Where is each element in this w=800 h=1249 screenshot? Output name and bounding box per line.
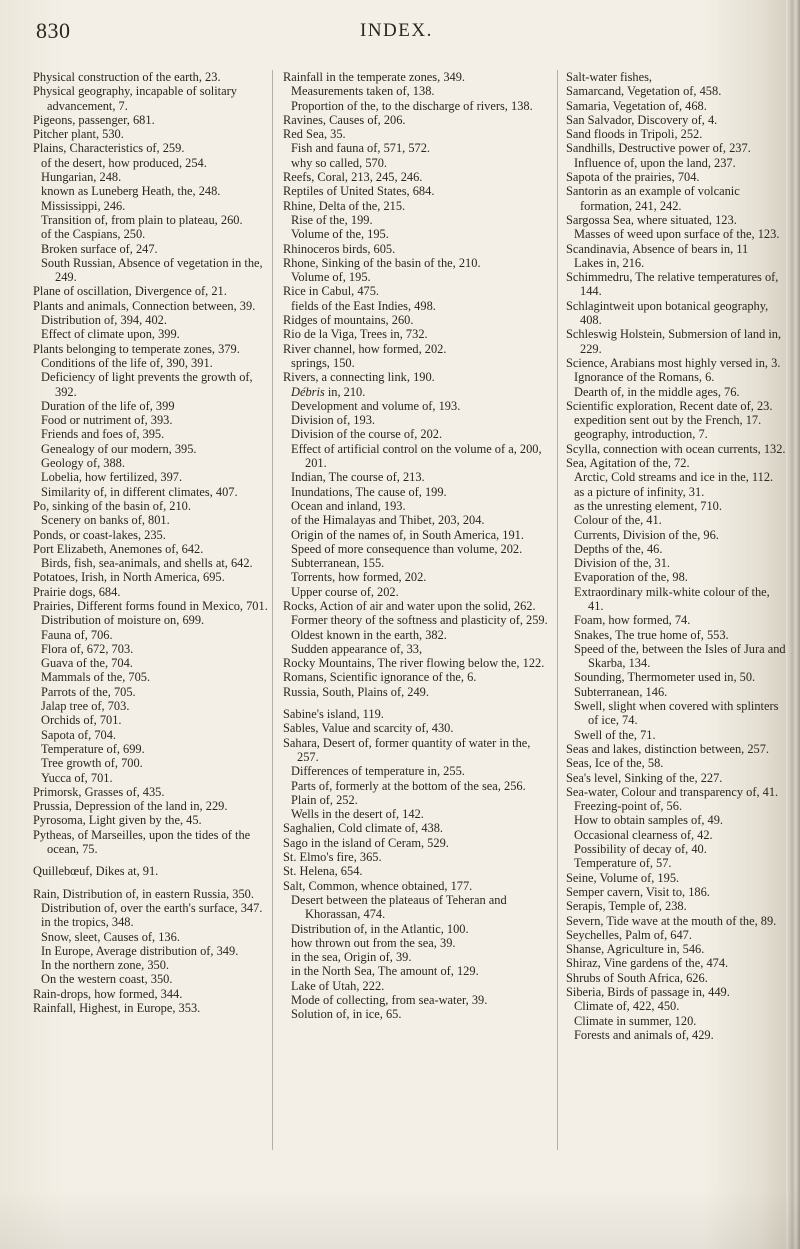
index-subentry: springs, 150. [291, 355, 355, 370]
index-subentry: Dearth of, in the middle ages, 76. [574, 384, 740, 399]
index-subentry: of the Himalayas and Thibet, 203, 204. [291, 513, 485, 528]
index-subentry: Subterranean, 155. [291, 556, 385, 571]
index-entry: Primorsk, Grasses of, 435. [33, 784, 165, 799]
index-subentry: Division of, 193. [291, 413, 375, 428]
index-subentry: Subterranean, 146. [574, 684, 668, 699]
column-divider [557, 70, 558, 1150]
index-entry: Seas, Ice of the, 58. [566, 756, 664, 771]
index-subentry: of the desert, how produced, 254. [41, 155, 207, 170]
index-subentry: Foam, how formed, 74. [574, 613, 691, 628]
index-entry: Shanse, Agriculture in, 546. [566, 942, 705, 957]
index-subentry: Desert between the plateaus of Teheran and Khorassan, 474. [291, 892, 507, 922]
index-subentry: Colour of the, 41. [574, 513, 662, 528]
index-gap [33, 879, 268, 887]
index-entry: Rhine, Delta of the, 215. [283, 198, 406, 213]
index-entry: Pigeons, passenger, 681. [33, 112, 155, 127]
index-subentry: Parrots of the, 705. [41, 684, 136, 699]
index-subentry: Food or nutriment of, 393. [41, 413, 173, 428]
index-subentry: Scenery on banks of, 801. [41, 513, 170, 528]
index-subentry: Distribution of, in the Atlantic, 100. [291, 921, 469, 936]
index-entry: Salt-water fishes, [566, 70, 653, 84]
index-entry: Scylla, connection with ocean currents, 132. [566, 441, 786, 456]
index-subentry: Sounding, Thermometer used in, 50. [574, 670, 756, 685]
index-subentry: of the Caspians, 250. [41, 227, 146, 242]
index-subentry: Sapota of, 704. [41, 727, 117, 742]
index-entry: Red Sea, 35. [283, 127, 346, 142]
index-subentry: Genealogy of our modern, 395. [41, 441, 197, 456]
index-entry: Physical construction of the earth, 23. [33, 70, 221, 84]
index-subentry: Fish and fauna of, 571, 572. [291, 141, 431, 156]
index-subentry: Currents, Division of the, 96. [574, 527, 719, 542]
index-entry: St. Elmo's fire, 365. [283, 850, 382, 865]
index-subentry: Division of the course of, 202. [291, 427, 443, 442]
index-subentry: fields of the East Indies, 498. [291, 298, 436, 313]
index-subentry: Development and volume of, 193. [291, 398, 461, 413]
index-subentry: Distribution of, over the earth's surface, 347. [41, 900, 263, 915]
index-subentry: Distribution of, 394, 402. [41, 313, 167, 328]
index-entry: Po, sinking of the basin of, 210. [33, 498, 191, 513]
index-entry: Serapis, Temple of, 238. [566, 899, 687, 914]
index-subentry: Temperature of, 57. [574, 856, 672, 871]
index-subentry: Birds, fish, sea-animals, and shells at, 642. [41, 556, 253, 571]
index-entry: Shrubs of South Africa, 626. [566, 970, 708, 985]
index-entry: Prussia, Depression of the land in, 229. [33, 799, 228, 814]
index-subentry: On the western coast, 350. [41, 972, 173, 987]
index-entry: Sahara, Desert of, former quantity of water in the, 257. [283, 735, 531, 764]
index-subentry: geography, introduction, 7. [574, 427, 708, 442]
index-subentry: In Europe, Average distribution of, 349. [41, 943, 239, 958]
index-subentry: as a picture of infinity, 31. [574, 484, 705, 499]
index-entry: Schimmedru, The relative temperatures of, 144. [566, 270, 779, 299]
index-subentry: Occasional clearness of, 42. [574, 827, 713, 842]
index-subentry: Volume of, 195. [291, 270, 371, 285]
index-entry: Rain-drops, how formed, 344. [33, 986, 183, 1001]
index-entry: Reptiles of United States, 684. [283, 184, 435, 199]
index-subentry: Indian, The course of, 213. [291, 470, 425, 485]
index-subentry: How to obtain samples of, 49. [574, 813, 724, 828]
index-entry: Physical geography, incapable of solitary advancement, 7. [33, 84, 237, 113]
index-subentry: Climate of, 422, 450. [574, 999, 680, 1014]
index-subentry: Snow, sleet, Causes of, 136. [41, 929, 180, 944]
index-subentry: Swell of the, 71. [574, 727, 656, 742]
index-subentry: Freezing-point of, 56. [574, 799, 683, 814]
index-entry: Rainfall in the temperate zones, 349. [283, 70, 466, 84]
index-subentry: Duration of the life of, 399 [41, 398, 175, 413]
index-subentry: Broken surface of, 247. [41, 241, 158, 256]
index-subentry: Distribution of moisture on, 699. [41, 613, 205, 628]
index-entry: River channel, how formed, 202. [283, 341, 447, 356]
index-subentry: Temperature of, 699. [41, 741, 145, 756]
index-entry: Romans, Scientific ignorance of the, 6. [283, 670, 477, 685]
index-subentry: Jalap tree of, 703. [41, 699, 130, 714]
index-entry: Ponds, or coast-lakes, 235. [33, 527, 166, 542]
index-entry: Shiraz, Vine gardens of the, 474. [566, 956, 729, 971]
index-entry: Sea's level, Sinking of the, 227. [566, 770, 723, 785]
index-subentry: Extraordinary milk-white colour of the, 41. [574, 584, 770, 613]
index-entry: Rio de la Viga, Trees in, 732. [283, 327, 428, 342]
index-entry: Pyrosoma, Light given by the, 45. [33, 813, 202, 828]
index-entry: Severn, Tide wave at the mouth of the, 89. [566, 913, 777, 928]
index-entry: Reefs, Coral, 213, 245, 246. [283, 170, 423, 185]
index-subentry: Lobelia, how fertilized, 397. [41, 470, 183, 485]
index-subentry: in the North Sea, The amount of, 129. [291, 964, 479, 979]
index-subentry: Débris in, 210. [291, 384, 366, 399]
index-entry: Plane of oscillation, Divergence of, 21. [33, 284, 227, 299]
index-subentry: Arctic, Cold streams and ice in the, 112. [574, 470, 774, 485]
index-subentry: Forests and animals of, 429. [574, 1027, 714, 1042]
index-entry: Samarcand, Vegetation of, 458. [566, 84, 722, 99]
index-subentry: Effect of artificial control on the volume of a, 200, 201. [291, 441, 542, 471]
index-entry: Potatoes, Irish, in North America, 695. [33, 570, 225, 585]
index-subentry: Orchids of, 701. [41, 713, 122, 728]
index-entry: Seine, Volume of, 195. [566, 870, 680, 885]
index-subentry: Rise of the, 199. [291, 212, 373, 227]
index-subentry: Torrents, how formed, 202. [291, 570, 427, 585]
index-column-2 [283, 70, 548, 1022]
index-entry: Santorin as an example of volcanic formation, 241, 242. [566, 184, 740, 213]
index-column-3 [566, 70, 788, 1042]
index-entry: Ridges of mountains, 260. [283, 313, 414, 328]
index-entry: Pitcher plant, 530. [33, 127, 124, 142]
index-entry: Russia, South, Plains of, 249. [283, 684, 429, 699]
column-divider [272, 70, 273, 1150]
index-entry: Salt, Common, whence obtained, 177. [283, 878, 473, 893]
index-subentry: Proportion of the, to the discharge of rivers, 138. [291, 98, 533, 113]
index-subentry: Possibility of decay of, 40. [574, 842, 707, 857]
index-subentry: Conditions of the life of, 390, 391. [41, 355, 213, 370]
index-subentry: Speed of more consequence than volume, 202. [291, 541, 523, 556]
index-entry: Semper cavern, Visit to, 186. [566, 884, 710, 899]
index-subentry: in the sea, Origin of, 39. [291, 950, 412, 965]
index-entry: Samaria, Vegetation of, 468. [566, 98, 707, 113]
index-subentry: Masses of weed upon surface of the, 123. [574, 227, 780, 242]
index-entry: St. Helena, 654. [283, 864, 363, 879]
index-subentry: Tree growth of, 700. [41, 756, 143, 771]
page-edge [786, 0, 800, 1249]
index-entry: Seas and lakes, distinction between, 257. [566, 741, 770, 756]
index-subentry: Speed of the, between the Isles of Jura and Skarba, 134. [574, 641, 786, 671]
index-entry: Sand floods in Tripoli, 252. [566, 127, 703, 142]
index-entry: Schlagintweit upon botanical geography, 408. [566, 298, 769, 328]
index-entry: Rocky Mountains, The river flowing below the, 122. [283, 656, 545, 671]
index-subentry: Depths of the, 46. [574, 541, 663, 556]
page-shadow [0, 1189, 800, 1249]
index-subentry: Division of the, 31. [574, 556, 671, 571]
index-subentry: Deficiency of light prevents the growth of, 392. [41, 370, 253, 399]
index-entry: Rice in Cabul, 475. [283, 284, 380, 299]
index-column-1 [33, 70, 268, 1015]
index-entry: Science, Arabians most highly versed in, 3. [566, 355, 781, 370]
page-number: 830 [36, 18, 71, 43]
index-subentry: Geology of, 388. [41, 456, 125, 471]
index-subentry: Friends and foes of, 395. [41, 427, 165, 442]
index-entry: Siberia, Birds of passage in, 449. [566, 985, 730, 999]
index-subentry: expedition sent out by the French, 17. [574, 413, 762, 428]
index-subentry: Swell, slight when covered with splinters of ice, 74. [574, 699, 779, 728]
index-entry: Prairie dogs, 684. [33, 584, 121, 599]
index-subentry: Upper course of, 202. [291, 584, 399, 599]
index-entry: Sabine's island, 119. [283, 707, 384, 722]
index-subentry: Sudden appearance of, 33, [291, 641, 423, 656]
index-subentry: Evaporation of the, 98. [574, 570, 688, 585]
index-subentry: Similarity of, in different climates, 407. [41, 484, 238, 499]
index-subentry: In the northern zone, 350. [41, 958, 169, 973]
index-subentry: Mammals of the, 705. [41, 670, 151, 685]
index-subentry: Climate in summer, 120. [574, 1013, 697, 1028]
index-subentry: Flora of, 672, 703. [41, 641, 134, 656]
index-subentry: Differences of temperature in, 255. [291, 764, 465, 779]
index-subentry: Influence of, upon the land, 237. [574, 155, 736, 170]
index-subentry: how thrown out from the sea, 39. [291, 935, 456, 950]
index-subentry: Wells in the desert of, 142. [291, 807, 424, 822]
page-title: INDEX. [360, 20, 433, 41]
index-entry: Sargossa Sea, where situated, 123. [566, 212, 737, 227]
index-subentry: Fauna of, 706. [41, 627, 113, 642]
index-subentry: Mode of collecting, from sea-water, 39. [291, 993, 488, 1007]
index-entry: Schleswig Holstein, Submersion of land in, 229. [566, 327, 782, 356]
index-entry: Prairies, Different forms found in Mexico, 701. [33, 598, 268, 613]
index-subentry: Origin of the names of, in South America, 191. [291, 527, 524, 542]
index-entry: Rainfall, Highest, in Europe, 353. [33, 1001, 201, 1015]
index-subentry: Lakes in, 216. [574, 255, 645, 270]
index-subentry: Ocean and inland, 193. [291, 498, 406, 513]
index-subentry: Volume of the, 195. [291, 227, 389, 242]
index-entry: Sables, Value and scarcity of, 430. [283, 721, 454, 736]
index-subentry: in the tropics, 348. [41, 915, 134, 930]
index-entry: Rivers, a connecting link, 190. [283, 370, 435, 385]
index-entry: San Salvador, Discovery of, 4. [566, 112, 718, 127]
index-subentry: Lake of Utah, 222. [291, 978, 385, 993]
index-subentry: as the unresting element, 710. [574, 498, 722, 513]
index-gap [283, 699, 548, 707]
index-entry: Sea, Agitation of the, 72. [566, 456, 690, 471]
index-entry: Rain, Distribution of, in eastern Russia, 350. [33, 886, 254, 901]
index-subentry: Plain of, 252. [291, 792, 358, 807]
index-subentry: Measurements taken of, 138. [291, 84, 435, 99]
index-subentry: Former theory of the softness and plasticity of, 259. [291, 613, 548, 628]
index-subentry: Oldest known in the earth, 382. [291, 627, 447, 642]
index-entry: Rocks, Action of air and water upon the solid, 262. [283, 598, 536, 613]
index-entry: Plants belonging to temperate zones, 379. [33, 341, 240, 356]
index-entry: Sandhills, Destructive power of, 237. [566, 141, 751, 156]
index-subentry: Parts of, formerly at the bottom of the sea, 256. [291, 778, 526, 793]
index-subentry: why so called, 570. [291, 155, 388, 170]
index-entry: Rhone, Sinking of the basin of the, 210. [283, 255, 481, 270]
index-entry: Rhinoceros birds, 605. [283, 241, 396, 256]
index-entry: Quillebœuf, Dikes at, 91. [33, 864, 159, 879]
index-entry: Seychelles, Palm of, 647. [566, 927, 692, 942]
index-subentry: Hungarian, 248. [41, 170, 122, 185]
index-subentry: Solution of, in ice, 65. [291, 1007, 402, 1022]
index-entry: Plains, Characteristics of, 259. [33, 141, 185, 156]
index-entry: Scientific exploration, Recent date of, 23. [566, 398, 773, 413]
index-entry: Scandinavia, Absence of bears in, 11 [566, 241, 749, 256]
index-subentry: Yucca of, 701. [41, 770, 113, 785]
index-entry: Sapota of the prairies, 704. [566, 170, 700, 185]
index-entry: Pytheas, of Marseilles, upon the tides of the ocean, 75. [33, 827, 251, 857]
index-subentry: Ignorance of the Romans, 6. [574, 370, 715, 385]
index-subentry: South Russian, Absence of vegetation in the, 249. [41, 255, 263, 285]
index-entry: Sago in the island of Ceram, 529. [283, 835, 449, 850]
index-subentry: Mississippi, 246. [41, 198, 126, 213]
index-entry: Port Elizabeth, Anemones of, 642. [33, 541, 204, 556]
index-entry: Plants and animals, Connection between, 39. [33, 298, 256, 313]
index-entry: Ravines, Causes of, 206. [283, 112, 406, 127]
index-subentry: Guava of the, 704. [41, 656, 133, 671]
index-subentry: Snakes, The true home of, 553. [574, 627, 729, 642]
index-entry: Saghalien, Cold climate of, 438. [283, 821, 444, 836]
index-entry: Sea-water, Colour and transparency of, 41. [566, 784, 779, 799]
index-subentry: known as Luneberg Heath, the, 248. [41, 184, 221, 199]
index-subentry: Inundations, The cause of, 199. [291, 484, 447, 499]
index-subentry: Transition of, from plain to plateau, 260. [41, 212, 243, 227]
index-gap [33, 856, 268, 864]
index-subentry: Effect of climate upon, 399. [41, 327, 180, 342]
